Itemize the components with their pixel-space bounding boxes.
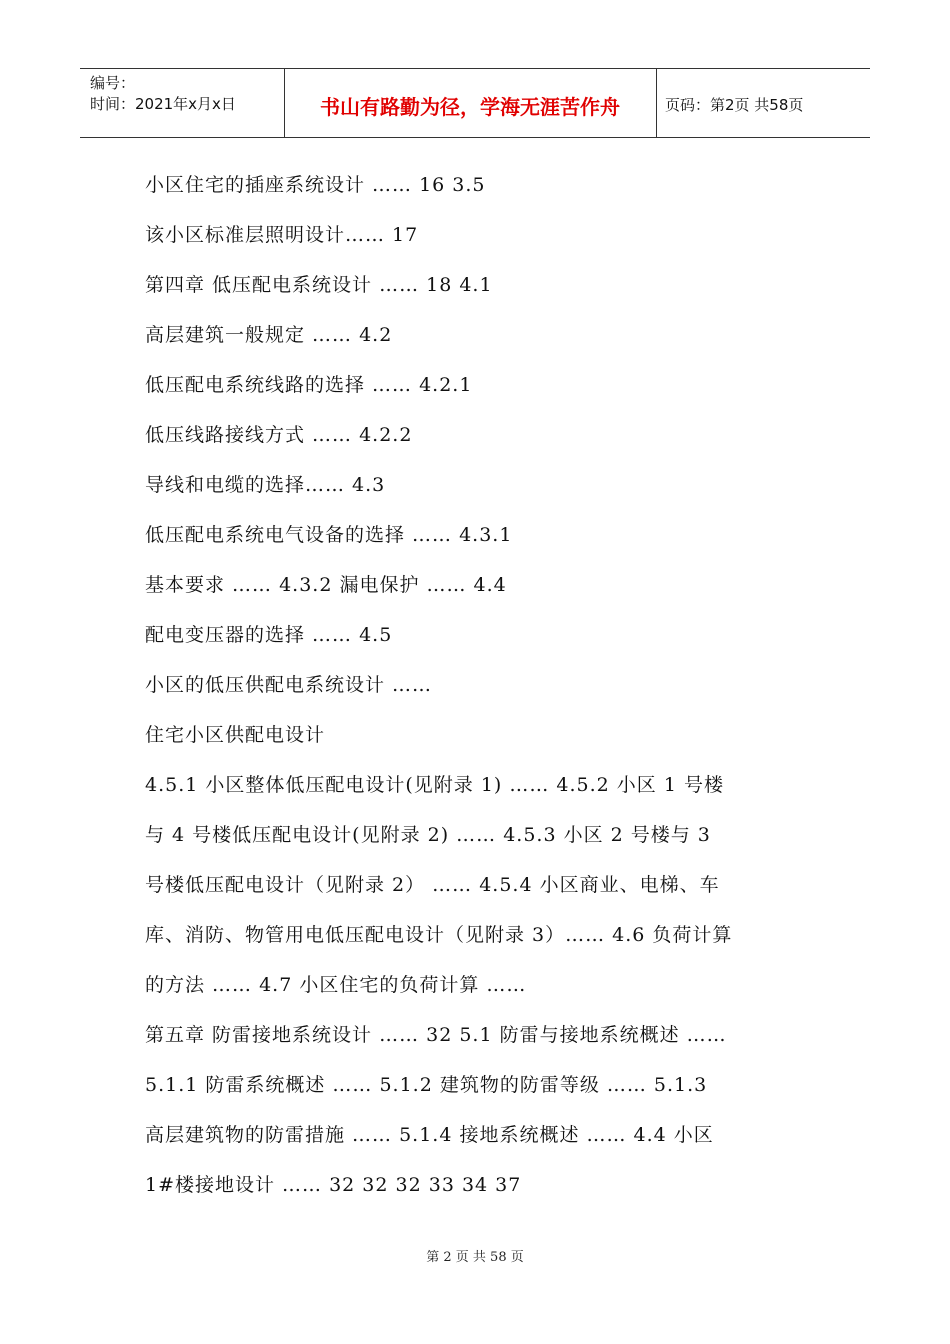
toc-line: 高层建筑一般规定 …… 4.2 bbox=[145, 324, 393, 346]
header-motto: 书山有路勤为径，学海无涯苦作舟 bbox=[320, 95, 620, 119]
toc-line: 导线和电缆的选择…… 4.3 bbox=[145, 474, 386, 496]
header-divider bbox=[656, 69, 657, 137]
toc-line: 号楼低压配电设计（见附录 2） …… 4.5.4 小区商业、电梯、车 bbox=[145, 874, 720, 896]
toc-line: 低压配电系统线路的选择 …… 4.2.1 bbox=[145, 374, 473, 396]
toc-line: 配电变压器的选择 …… 4.5 bbox=[145, 624, 393, 646]
toc-line: 的方法 …… 4.7 小区住宅的负荷计算 …… bbox=[145, 974, 527, 996]
toc-line: 1#楼接地设计 …… 32 32 32 33 34 37 bbox=[145, 1174, 522, 1196]
toc-line: 小区住宅的插座系统设计 …… 16 3.5 bbox=[145, 174, 486, 196]
toc-line: 高层建筑物的防雷措施 …… 5.1.4 接地系统概述 …… 4.4 小区 bbox=[145, 1124, 714, 1146]
document-body bbox=[145, 160, 815, 1210]
toc-line: 4.5.1 小区整体低压配电设计(见附录 1) …… 4.5.2 小区 1 号楼 bbox=[145, 774, 724, 796]
toc-line: 第五章 防雷接地系统设计 …… 32 5.1 防雷与接地系统概述 …… bbox=[145, 1024, 727, 1046]
header-meta bbox=[90, 73, 236, 115]
toc-line: 库、消防、物管用电低压配电设计（见附录 3）…… 4.6 负荷计算 bbox=[145, 924, 733, 946]
toc-line: 该小区标准层照明设计…… 17 bbox=[145, 224, 419, 246]
toc-line: 5.1.1 防雷系统概述 …… 5.1.2 建筑物的防雷等级 …… 5.1.3 bbox=[145, 1074, 708, 1096]
page-header bbox=[80, 68, 870, 138]
document-number-label: 编号： bbox=[90, 74, 136, 92]
toc-line: 基本要求 …… 4.3.2 漏电保护 …… 4.4 bbox=[145, 574, 507, 596]
toc-line: 第四章 低压配电系统设计 …… 18 4.1 bbox=[145, 274, 493, 296]
toc-line: 住宅小区供配电设计 bbox=[145, 724, 326, 746]
toc-line: 小区的低压供配电系统设计 …… bbox=[145, 674, 433, 696]
toc-line: 低压配电系统电气设备的选择 …… 4.3.1 bbox=[145, 524, 513, 546]
header-page-indicator: 页码：第2页 共58页 bbox=[665, 96, 804, 114]
toc-line: 低压线路接线方式 …… 4.2.2 bbox=[145, 424, 413, 446]
page-footer: 第 2 页 共 58 页 bbox=[426, 1250, 524, 1265]
document-date-label: 时间：2021年x月x日 bbox=[90, 95, 236, 113]
toc-line: 与 4 号楼低压配电设计(见附录 2) …… 4.5.3 小区 2 号楼与 3 bbox=[145, 824, 711, 846]
